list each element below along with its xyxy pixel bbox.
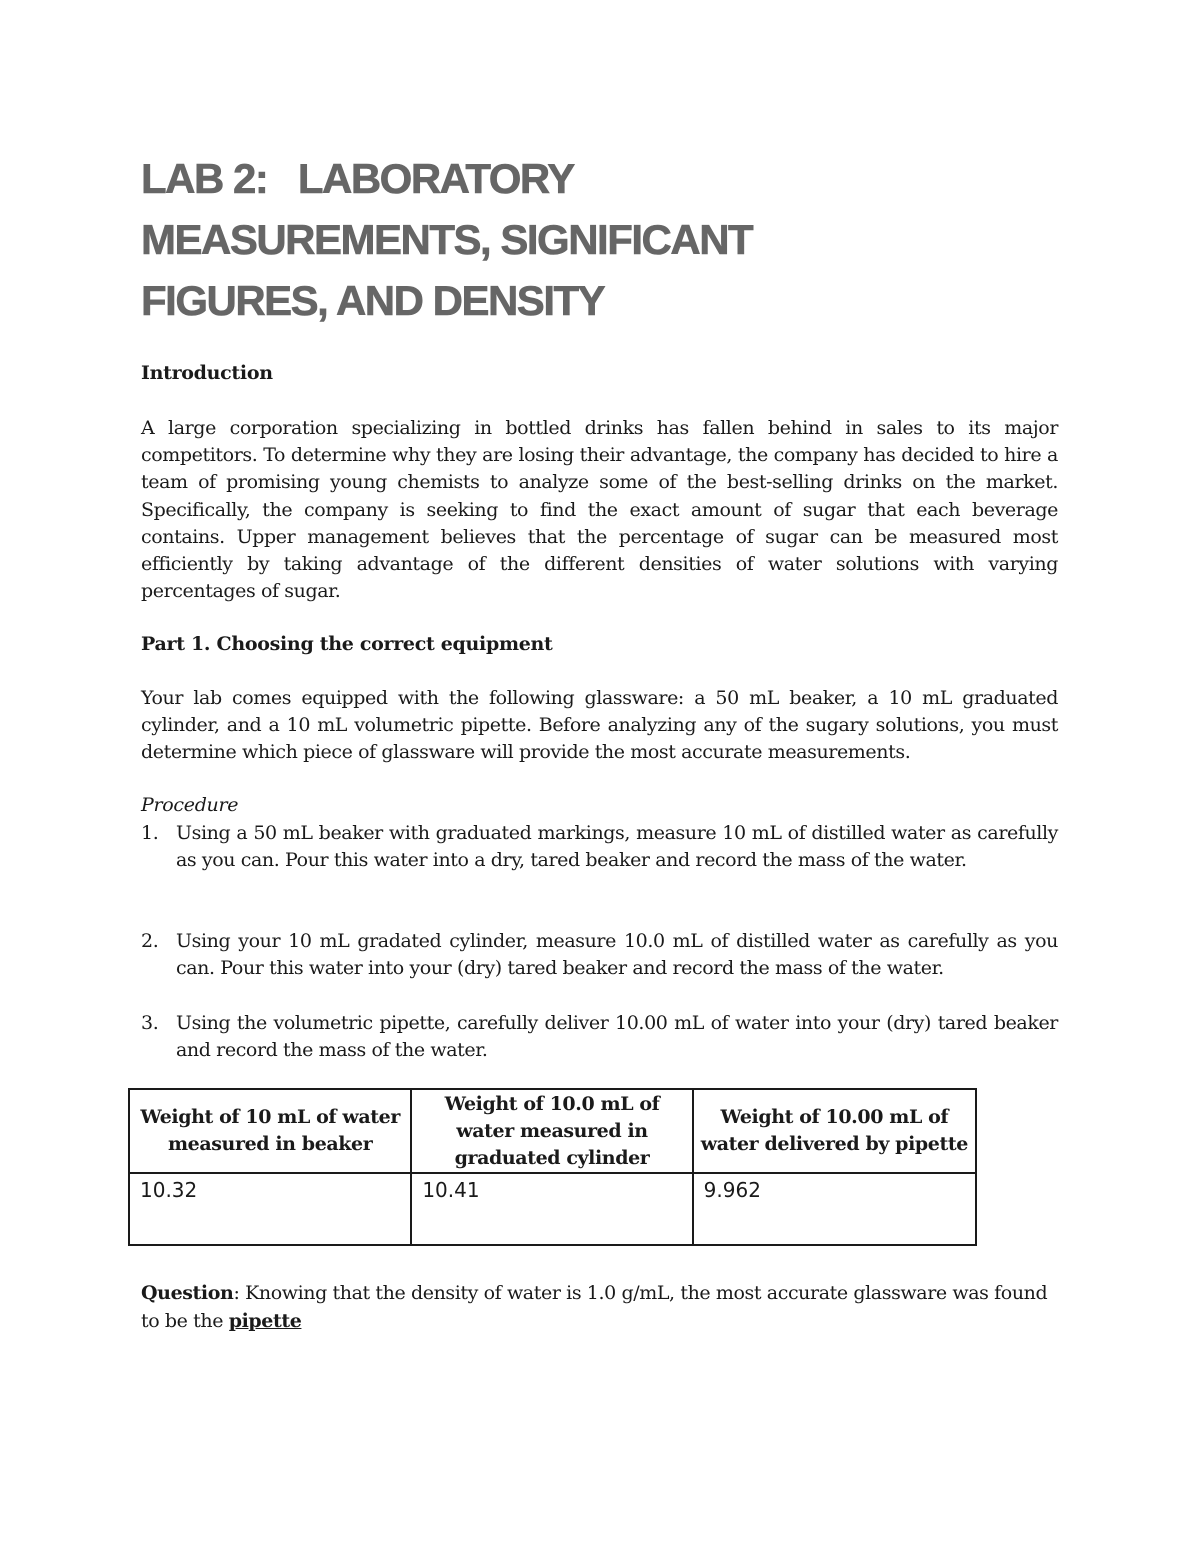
table-cell: 10.41 — [411, 1173, 692, 1245]
part1-paragraph: Your lab comes equipped with the following glassware: a 50 mL beaker, a 10 mL graduated cylinder, and a 10 mL volumetric pipette. Before analyzing any of the sugary solutions, you must determine which piece of glassware will provide the most accurate measurements. — [141, 687, 1058, 764]
table-cell: 9.962 — [693, 1173, 976, 1245]
step-text: Using the volumetric pipette, carefully deliver 10.00 mL of water into your (dry) tared beaker and record the mass of the water. — [176, 1012, 1058, 1062]
measurement-table — [128, 1088, 977, 1246]
step-text: Using a 50 mL beaker with graduated markings, measure 10 mL of distilled water as carefully as you can. Pour this water into a dry, tared beaker and record the mass of the water. — [176, 822, 1058, 872]
question-block — [141, 1279, 1058, 1335]
document-title — [141, 148, 752, 331]
procedure-label: Procedure — [141, 794, 239, 816]
step-number: 3. — [141, 1012, 159, 1034]
table-header-cell: Weight of 10.00 mL of water delivered by pipette — [693, 1089, 976, 1173]
title-line-3: FIGURES, AND DENSITY — [141, 277, 605, 324]
title-line-1: LAB 2: LABORATORY — [141, 155, 574, 202]
table-header-row — [129, 1089, 976, 1173]
table-header-cell: Weight of 10 mL of water measured in beaker — [129, 1089, 411, 1173]
question-text: : Knowing that the density of water is 1.0 g/mL, the most accurate glassware was found to be the — [141, 1282, 1048, 1332]
part1-heading: Part 1. Choosing the correct equipment — [141, 633, 553, 655]
question-answer: pipette — [228, 1310, 302, 1332]
introduction-heading: Introduction — [141, 362, 273, 384]
question-label: Question — [141, 1282, 234, 1304]
step-number: 1. — [141, 822, 159, 844]
table-cell: 10.32 — [129, 1173, 411, 1245]
table-row — [129, 1173, 976, 1245]
title-line-2: MEASUREMENTS, SIGNIFICANT — [141, 216, 753, 263]
step-text: Using your 10 mL gradated cylinder, measure 10.0 mL of distilled water as carefully as you can. Pour this water into your (dry) tared beaker and record the mass of the water. — [176, 930, 1058, 980]
introduction-paragraph: A large corporation specializing in bottled drinks has fallen behind in sales to its major competitors. To determine why they are losing their advantage, the company has decided to hire a team of promising young chemists to analyze some of the best-selling drinks on the market. Specifically, the company is seeking to find the exact amount of sugar that each beverage contains. Upper management believes that the percentage of sugar can be measured most efficiently by taking advantage of the different densities of water solutions with varying percentages of sugar. — [141, 417, 1058, 603]
table-header-cell: Weight of 10.0 mL of water measured in graduated cylinder — [411, 1089, 692, 1173]
step-number: 2. — [141, 930, 159, 952]
